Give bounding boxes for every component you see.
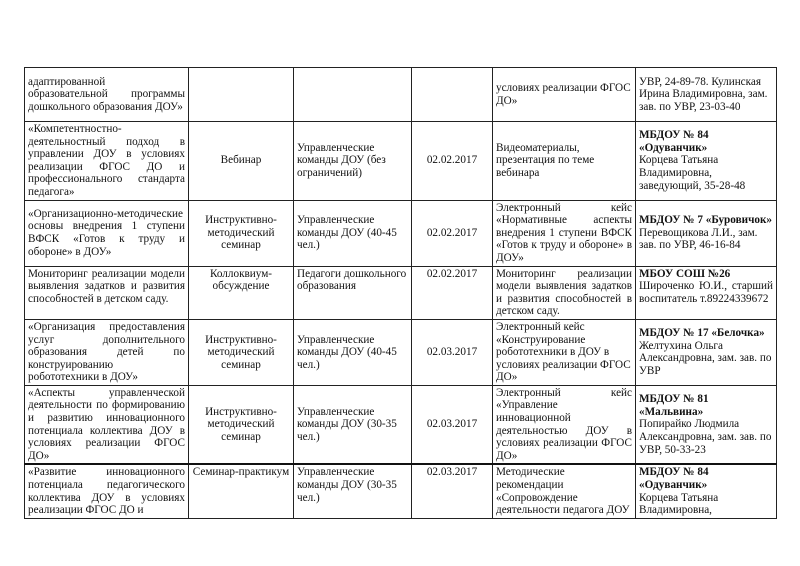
audience-cell: Педагоги дошкольного образования — [294, 266, 412, 319]
contact-cell — [636, 266, 777, 319]
table-row — [25, 122, 777, 201]
date-cell: 02.03.2017 — [412, 464, 493, 518]
form-cell — [189, 68, 294, 122]
date-cell: 02.03.2017 — [412, 319, 493, 385]
contact-cell — [636, 122, 777, 201]
topic-cell: «Компетентностно-деятельностный подход в управлении ДОУ в условиях реализации ФГОС ДО и профессионального стандарта педагога» — [25, 122, 189, 201]
table-row — [25, 464, 777, 518]
events-table — [24, 67, 777, 519]
audience-cell: Управленческие команды ДОУ (40-45 чел.) — [294, 200, 412, 266]
contact-info: УВР, 24-89-78. Кулинская Ирина Владимировна, зам. зав. по УВР, 23-03-40 — [639, 75, 768, 113]
contact-info: Перевощикова Л.И., зам. зав. по УВР, 46-16-84 — [639, 226, 758, 252]
contact-info: Корцева Татьяна Владимировна, — [639, 491, 719, 517]
date-cell — [412, 68, 493, 122]
topic-cell: «Организационно-методические основы внедрения 1 ступени ВФСК «Готов к труду и обороне» в ДОУ» — [25, 200, 189, 266]
contact-cell — [636, 200, 777, 266]
org-name: МБДОУ № 17 «Белочка» — [639, 327, 765, 340]
materials-cell: Видеоматериалы, презентация по теме вебинара — [493, 122, 636, 201]
contact-cell — [636, 385, 777, 464]
date-cell: 02.02.2017 — [412, 200, 493, 266]
table-row — [25, 68, 777, 122]
contact-cell — [636, 319, 777, 385]
materials-cell: Электронный кейс «Управление инновационной деятельностью ДОУ в условиях реализации ФГОС ДО» — [493, 385, 636, 464]
materials-cell: Методические рекомендации «Сопровождение деятельности педагога ДОУ — [493, 464, 636, 518]
audience-cell: Управленческие команды ДОУ (без ограничений) — [294, 122, 412, 201]
topic-cell: адаптированной образовательной программы дошкольного образования ДОУ» — [25, 68, 189, 122]
contact-cell — [636, 464, 777, 518]
form-cell: Инструктивно-методический семинар — [189, 319, 294, 385]
form-cell: Коллоквиум-обсуждение — [189, 266, 294, 319]
audience-cell: Управленческие команды ДОУ (40-45 чел.) — [294, 319, 412, 385]
org-name: МБДОУ № 81 «Мальвина» — [639, 393, 709, 418]
audience-cell: Управленческие команды ДОУ (30-35 чел.) — [294, 385, 412, 464]
form-cell: Семинар-практикум — [189, 464, 294, 518]
form-cell: Инструктивно-методический семинар — [189, 200, 294, 266]
materials-cell: Электронный кейс «Конструирование робототехники в ДОУ в условиях реализации ФГОС ДО» — [493, 319, 636, 385]
contact-info: Желтухина Ольга Александровна, зам. зав. по УВР — [639, 339, 772, 377]
date-cell: 02.02.2017 — [412, 122, 493, 201]
materials-cell: Электронный кейс «Нормативные аспекты внедрения 1 ступени ВФСК «Готов к труду и обороне» в ДОУ» — [493, 200, 636, 266]
topic-cell: Мониторинг реализации модели выявления задатков и развития способностей в детском саду. — [25, 266, 189, 319]
form-cell: Вебинар — [189, 122, 294, 201]
contact-info: Попирайко Людмила Александровна, зам. зав. по УВР, 50-33-23 — [639, 418, 772, 456]
topic-cell: «Аспекты управленческой деятельности по формированию и развитию инновационного потенциала коллектива ДОУ в условиях реализации ФГОС ДО» — [25, 385, 189, 464]
audience-cell — [294, 68, 412, 122]
contact-info: Корцева Татьяна Владимировна, заведующий, 35-28-48 — [639, 154, 746, 192]
contact-cell — [636, 68, 777, 122]
org-name: МБДОУ № 7 «Буровичок» — [639, 214, 773, 227]
materials-cell: Мониторинг реализации модели выявления задатков и развития способностей в детском саду. — [493, 266, 636, 319]
topic-cell: «Развитие инновационного потенциала педагогического коллектива ДОУ в условиях реализации ФГОС ДО и — [25, 464, 189, 518]
form-cell: Инструктивно-методический семинар — [189, 385, 294, 464]
org-name: МБДОУ № 84 «Одуванчик» — [639, 466, 709, 492]
contact-info: Широченко Ю.И., старший воспитатель т.89224339672 — [639, 280, 773, 305]
materials-cell: условиях реализации ФГОС ДО» — [493, 68, 636, 122]
audience-cell: Управленческие команды ДОУ (30-35 чел.) — [294, 464, 412, 518]
org-name: МБОУ СОШ №26 — [639, 267, 731, 280]
date-cell: 02.03.2017 — [412, 385, 493, 464]
topic-cell: «Организация предоставления услуг дополнительного образования детей по конструированию робототехники в ДОУ» — [25, 319, 189, 385]
table-row — [25, 385, 777, 464]
table-row — [25, 319, 777, 385]
date-cell: 02.02.2017 — [412, 266, 493, 319]
table-row — [25, 200, 777, 266]
table-row — [25, 266, 777, 319]
org-name: МБДОУ № 84 «Одуванчик» — [639, 129, 709, 154]
